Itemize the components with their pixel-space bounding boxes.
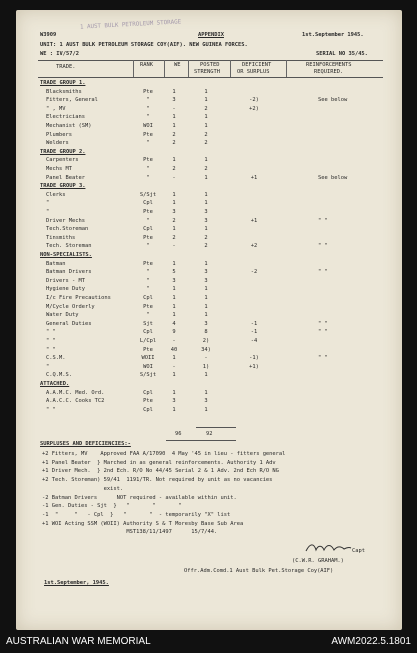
column-divider — [133, 60, 134, 77]
column-divider — [286, 60, 287, 77]
cell-trade: Plumbers — [46, 131, 72, 138]
cell-rank: Pte — [143, 260, 153, 267]
cell-trade: Tinsmiths — [46, 234, 76, 241]
document-page — [16, 10, 402, 630]
cell-posted: 2 — [204, 234, 208, 241]
cell-rank: S/Sjt — [139, 372, 157, 379]
cell-posted: 1 — [204, 295, 208, 301]
cell-we: 1 — [172, 389, 176, 396]
header-we: WE — [174, 62, 181, 68]
cell-rank: " — [146, 277, 150, 284]
cell-rank: Pte — [143, 303, 153, 310]
cell-rank: WOII — [141, 355, 155, 362]
header-posted: POSTED — [200, 62, 220, 68]
cell-rank: Cpl — [143, 389, 153, 396]
cell-we: - — [172, 338, 176, 344]
cell-rank: " — [146, 286, 150, 293]
cell-trade: Mechanist (SM) — [46, 123, 92, 129]
cell-reinforcements: " " — [318, 217, 328, 224]
cell-posted: 1 — [204, 226, 208, 233]
cell-posted: 1 — [204, 123, 208, 129]
cell-rank: " — [146, 97, 150, 104]
cell-we: 40 — [170, 346, 178, 353]
cell-we: 1 — [172, 406, 176, 413]
cell-posted: 1 — [204, 312, 208, 319]
cell-posted: 1 — [204, 389, 208, 396]
totals-rule-bottom — [166, 440, 236, 441]
cell-trade: C.S.M. — [46, 355, 66, 362]
header-or-surplus: OR SURPLUS — [237, 69, 270, 75]
cell-posted: 1 — [204, 286, 208, 293]
cell-trade: Blacksmiths — [46, 88, 82, 95]
cell-trade: A.A.C.C. Cooks TC2 — [46, 398, 105, 405]
cell-posted: 3 — [204, 277, 208, 284]
cell-we: 1 — [172, 114, 176, 121]
cell-deficient: -2) — [249, 97, 259, 104]
column-divider — [230, 60, 231, 77]
cell-we: 2 — [172, 131, 176, 138]
cell-posted: 8 — [204, 329, 208, 336]
cell-trade: Clerks — [46, 191, 66, 198]
note-line: +2 Fitters, MV Approved FAA A/17090 4 May '45 in lieu - fitters general — [42, 451, 286, 457]
cell-trade: " " — [46, 346, 56, 353]
cell-rank: " — [146, 105, 150, 112]
unit-line: UNIT: 1 AUST BULK PETROLEUM STORAGE COY(AIF). NEW GUINEA FORCES. — [40, 42, 248, 48]
header-deficient: DEFICIENT — [242, 62, 272, 68]
cell-we: 1 — [172, 303, 176, 310]
cell-rank: " — [146, 140, 150, 147]
cell-we: 5 — [172, 269, 176, 276]
cell-deficient: +1 — [250, 174, 258, 181]
note-line: +1 WOI Acting SSM (WOII) Authority S & T Moresby Base Sub Area — [42, 520, 244, 527]
cell-posted: 1 — [204, 114, 208, 121]
cell-deficient: +2 — [250, 243, 258, 250]
cell-rank: Pte — [143, 209, 153, 215]
cell-reinforcements: " " — [318, 269, 328, 276]
cell-trade: Batman — [46, 260, 66, 267]
cell-rank: Pte — [143, 131, 153, 138]
cell-rank: S/Sjt — [139, 191, 157, 198]
total-posted: 92 — [206, 431, 213, 437]
cell-rank: WOI — [143, 123, 153, 129]
cell-posted: 2 — [204, 243, 208, 250]
cell-posted: 1 — [204, 303, 208, 310]
cell-we: - — [172, 105, 176, 112]
cell-we: 1 — [172, 372, 176, 379]
cell-posted: 1 — [204, 97, 208, 104]
note-line: exist. — [42, 485, 124, 492]
cell-rank: " — [146, 312, 150, 319]
cell-trade: " — [46, 200, 50, 207]
cell-trade: " — [46, 209, 50, 215]
cell-trade: " " — [46, 406, 56, 413]
cell-trade: Panel Beater — [46, 174, 85, 181]
cell-we: 3 — [172, 209, 176, 215]
we-line: WE : IV/57/2 — [40, 51, 79, 57]
cell-trade: General Duties — [46, 320, 92, 327]
header-trade: TRADE. — [56, 64, 76, 70]
cell-rank: Cpl — [143, 329, 153, 336]
header-strength: STRENGTH — [194, 69, 220, 75]
cell-rank: Cpl — [143, 295, 153, 301]
cell-posted: 1 — [204, 191, 208, 198]
column-divider — [164, 60, 165, 77]
cell-we: 4 — [172, 320, 176, 327]
cell-trade: Tech. Storeman — [46, 243, 92, 250]
cell-we: 1 — [172, 312, 176, 319]
cell-trade: Mechs MT — [46, 166, 72, 172]
cell-we: 1 — [172, 226, 176, 233]
surplus-heading: SURPLUSES AND DEFICIENCIES:- — [40, 441, 131, 447]
column-divider — [188, 60, 189, 77]
cell-posted: 2 — [204, 140, 208, 147]
cell-we: 1 — [172, 191, 176, 198]
cell-we: 1 — [172, 355, 176, 362]
group-heading: NON-SPECIALISTS. — [40, 252, 92, 258]
cell-reinforcements: " " — [318, 329, 328, 336]
cell-we: - — [172, 243, 176, 250]
cell-rank: Pte — [143, 234, 153, 241]
cell-we: 1 — [172, 286, 176, 293]
cell-posted: 1) — [202, 363, 210, 370]
cell-reinforcements: " " — [318, 355, 328, 362]
cell-deficient: -1 — [250, 329, 258, 336]
cell-posted: 3 — [204, 209, 208, 215]
cell-reinforcements: See below — [318, 174, 348, 181]
cell-we: - — [172, 363, 176, 370]
signatory-name: (C.W.R. GRAHAM.) — [292, 558, 344, 564]
cell-trade: I/c Fire Precautions — [46, 295, 111, 301]
cell-deficient: -1) — [249, 355, 259, 362]
cell-trade: M/Cycle Orderly — [46, 303, 95, 310]
document-title: APPENDIX — [198, 32, 224, 38]
cell-reinforcements: See below — [318, 97, 348, 104]
header-rule-bottom — [38, 77, 383, 78]
group-heading: TRADE GROUP 3. — [40, 183, 86, 190]
cell-posted: 1 — [204, 174, 208, 181]
cell-posted: 1 — [204, 260, 208, 267]
cell-posted: 3 — [204, 398, 208, 405]
cell-we: 9 — [172, 329, 176, 336]
cell-we: - — [172, 174, 176, 181]
cell-rank: " — [146, 217, 150, 224]
note-line: +2 Tech. Storeman) 59/41 1191/TR. Not required by unit as no vacancies — [42, 477, 273, 484]
cell-trade: " " — [46, 338, 56, 344]
cell-rank: Pte — [143, 398, 153, 405]
cell-we: 1 — [172, 200, 176, 207]
cell-rank: Cpl — [143, 406, 153, 413]
cell-trade: Carpenters — [46, 157, 79, 164]
cell-posted: 1 — [204, 372, 208, 379]
group-heading: ATTACHED. — [40, 381, 70, 387]
cell-posted: 2 — [204, 131, 208, 138]
document-ref: W3909 — [40, 32, 57, 38]
note-line: +1 Panel Beater } Marched in as general reinforcements. Authority 1 Adv — [42, 459, 276, 466]
note-line: -1 " " - Cpl } " " - temporarily "X" list — [42, 511, 231, 518]
cell-we: 2 — [172, 166, 176, 172]
cell-rank: " — [146, 269, 150, 276]
cell-posted: 1 — [204, 200, 208, 207]
cell-posted: 3 — [204, 320, 208, 327]
cell-posted: 2 — [204, 105, 208, 112]
cell-posted: 2) — [202, 338, 210, 344]
cell-trade: C.Q.M.S. — [46, 372, 72, 379]
cell-deficient: +1) — [249, 363, 259, 370]
cell-reinforcements: " " — [318, 320, 328, 327]
cell-we: 1 — [172, 157, 176, 164]
totals-rule — [196, 427, 236, 428]
cell-posted: 1 — [204, 157, 208, 164]
serial-number: SERIAL NO 35/45. — [316, 51, 368, 57]
cell-trade: Welders — [46, 140, 69, 147]
cell-trade: " " — [46, 329, 56, 336]
note-line: -2 Batman Drivers NOT required - available within unit. — [42, 494, 237, 501]
note-line: +1 Driver Mech. } 2nd Ech. R/O No 44/45 Serial 2 & 1 Adv. 2nd Ech R/O NG — [42, 468, 279, 475]
cell-deficient: -1 — [250, 320, 258, 327]
cell-rank: " — [146, 166, 150, 172]
cell-trade: " — [46, 363, 50, 370]
cell-we: 2 — [172, 217, 176, 224]
cell-we: 3 — [172, 97, 176, 104]
cell-we: 3 — [172, 398, 176, 405]
cell-deficient: +2) — [249, 105, 259, 112]
cell-posted: 3 — [204, 217, 208, 224]
signatory-title: Offr.Adm.Comd.1 Aust Bulk Pet.Storage Coy(AIF) — [184, 568, 334, 574]
cell-rank: Sjt — [143, 320, 153, 327]
cell-trade: Driver Mechs — [46, 217, 85, 224]
header-rule-top — [38, 60, 383, 61]
note-line: MST138/11/1497 15/7/44. — [42, 529, 218, 536]
cell-posted: 1 — [204, 88, 208, 95]
cell-rank: " — [146, 114, 150, 121]
signature — [304, 539, 352, 558]
cell-rank: L/Cpl — [139, 338, 157, 344]
cell-rank: Cpl — [143, 226, 153, 233]
cell-posted: 1 — [204, 406, 208, 413]
group-heading: TRADE GROUP 1. — [40, 80, 86, 86]
cell-we: 1 — [172, 88, 176, 95]
footer-catalogue-number: AWM2022.5.1801 — [331, 636, 411, 647]
note-line: -1 Gen. Duties - Sjt } " " " — [42, 503, 182, 510]
cell-deficient: +1 — [250, 217, 258, 224]
document-date-bottom: 1st.September, 1945. — [44, 580, 109, 586]
cell-rank: Pte — [143, 88, 153, 95]
cell-posted: - — [204, 355, 208, 362]
header-required: REQUIRED. — [314, 69, 344, 75]
group-heading: TRADE GROUP 2. — [40, 148, 86, 155]
archive-stamp: 1 AUST BULK PETROLEUM STORAGE — [79, 19, 182, 31]
cell-rank: " — [146, 243, 150, 250]
cell-rank: Pte — [143, 157, 153, 164]
cell-we: 3 — [172, 277, 176, 284]
cell-rank: Cpl — [143, 200, 153, 207]
cell-trade: Electricians — [46, 114, 85, 121]
cell-trade: Fitters, General — [46, 97, 98, 104]
cell-posted: 2 — [204, 166, 208, 172]
cell-rank: " — [146, 174, 150, 181]
document-date: 1st.September 1945. — [302, 32, 364, 38]
cell-trade: Tech.Storeman — [46, 226, 89, 233]
cell-deficient: -2 — [250, 269, 258, 276]
header-reinforcements: REINFORCEMENTS — [306, 62, 352, 68]
cell-trade: " , MV — [46, 105, 66, 112]
cell-we: 1 — [172, 123, 176, 129]
cell-posted: 34) — [201, 346, 211, 353]
cell-rank: Pte — [143, 346, 153, 353]
cell-we: 1 — [172, 295, 176, 301]
total-we: 96 — [175, 431, 182, 437]
cell-trade: Water Duty — [46, 312, 79, 319]
archive-footer — [0, 631, 417, 653]
cell-trade: Batman Drivers — [46, 269, 92, 276]
signature-rank: Capt — [352, 548, 365, 554]
cell-posted: 3 — [204, 269, 208, 276]
cell-we: 2 — [172, 140, 176, 147]
cell-trade: A.A.M.C. Med. Ord. — [46, 389, 105, 396]
cell-deficient: -4 — [250, 338, 258, 344]
cell-reinforcements: " " — [318, 243, 328, 250]
footer-institution: AUSTRALIAN WAR MEMORIAL — [6, 636, 151, 647]
cell-trade: Drivers - MT — [46, 277, 85, 284]
cell-we: 2 — [172, 234, 176, 241]
cell-trade: Hygiene Duty — [46, 286, 85, 293]
cell-rank: WOI — [143, 363, 153, 370]
cell-we: 1 — [172, 260, 176, 267]
header-rank: RANK — [140, 62, 153, 68]
